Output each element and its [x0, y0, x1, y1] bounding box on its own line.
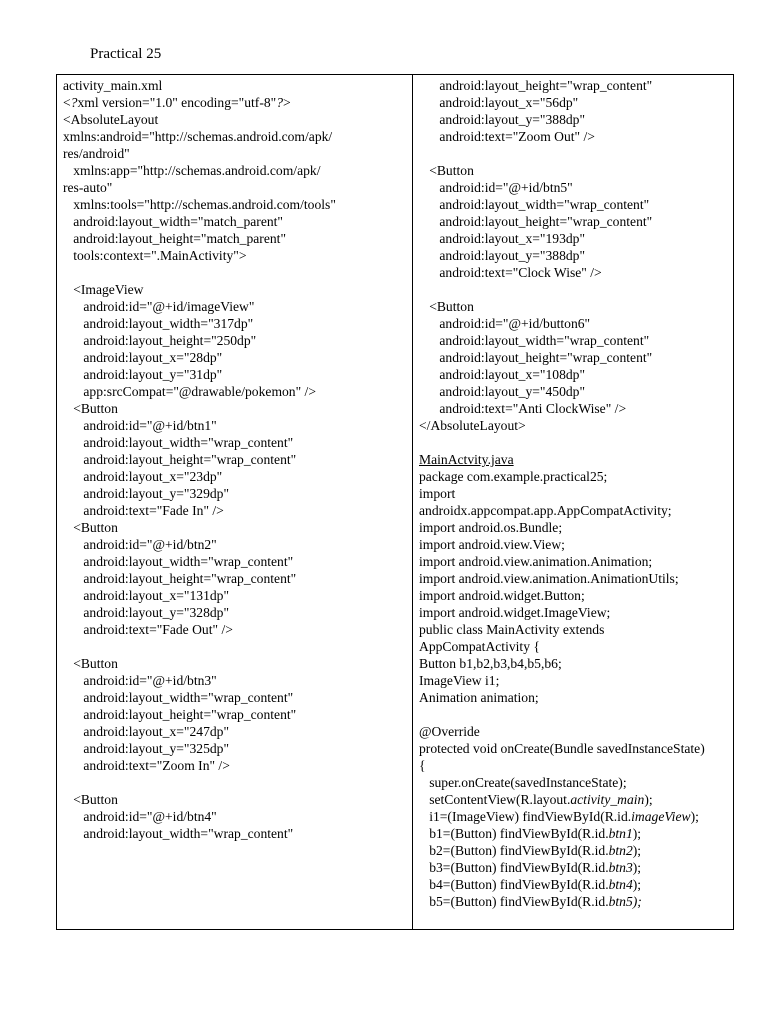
code-line [63, 706, 412, 723]
code-text: b3=(Button) findViewById(R.id. [419, 860, 609, 875]
code-line [63, 128, 412, 145]
code-line [419, 230, 733, 247]
code-text: public class MainActivity extends [419, 622, 605, 637]
code-text: android:layout_width="wrap_content" [63, 826, 294, 841]
code-text: android:layout_x="247dp" [63, 724, 230, 739]
code-text: </AbsoluteLayout> [419, 418, 526, 433]
code-line [419, 145, 733, 162]
code-text: app:srcCompat="@drawable/pokemon" /> [63, 384, 316, 399]
code-text: android:layout_width="match_parent" [63, 214, 283, 229]
code-text: android:id="@+id/btn1" [63, 418, 217, 433]
code-line [63, 281, 412, 298]
code-line [419, 723, 733, 740]
code-text: btn1 [608, 826, 633, 841]
code-line [419, 740, 733, 757]
code-text: import android.view.View; [419, 537, 565, 552]
code-text: android:id="@+id/btn2" [63, 537, 217, 552]
code-line [419, 434, 733, 451]
code-text: android:layout_y="388dp" [419, 112, 586, 127]
code-text: > [283, 95, 291, 110]
code-text: android:layout_height="wrap_content" [419, 78, 653, 93]
code-line [419, 400, 733, 417]
code-text: btn2 [608, 843, 633, 858]
code-text: <Button [63, 656, 118, 671]
code-text: ); [632, 860, 642, 875]
code-line [63, 740, 412, 757]
code-text: android:layout_width="wrap_content" [63, 554, 294, 569]
code-line [419, 825, 733, 842]
code-line [419, 672, 733, 689]
code-text: android:text="Clock Wise" /> [419, 265, 602, 280]
code-line [63, 179, 412, 196]
code-text: activity_main.xml [63, 78, 163, 93]
code-text: android:layout_y="388dp" [419, 248, 586, 263]
code-line [419, 264, 733, 281]
code-line [419, 332, 733, 349]
xml-code-column [57, 75, 413, 929]
code-text: package com.example.practical25; [419, 469, 608, 484]
code-line [419, 553, 733, 570]
code-text: android:layout_width="wrap_content" [63, 690, 294, 705]
code-line [63, 77, 412, 94]
code-text: android:layout_y="329dp" [63, 486, 230, 501]
code-line [63, 298, 412, 315]
code-text: Animation animation; [419, 690, 539, 705]
code-text: android:layout_height="wrap_content" [63, 707, 297, 722]
code-line [63, 111, 412, 128]
code-text: <Button [419, 299, 474, 314]
code-line [63, 264, 412, 281]
code-text: <Button [63, 520, 118, 535]
code-line [419, 162, 733, 179]
code-text: android:id="@+id/btn4" [63, 809, 217, 824]
code-line [419, 706, 733, 723]
code-text: activity_main [570, 792, 645, 807]
code-line [419, 638, 733, 655]
code-text: b1=(Button) findViewById(R.id. [419, 826, 609, 841]
code-line [419, 587, 733, 604]
code-line [419, 536, 733, 553]
code-text: ); [632, 843, 642, 858]
code-text: android:layout_x="193dp" [419, 231, 586, 246]
code-text: android:layout_x="56dp" [419, 95, 579, 110]
code-text: android:layout_height="match_parent" [63, 231, 286, 246]
code-line [419, 570, 733, 587]
code-line [63, 196, 412, 213]
code-text: imageView [631, 809, 691, 824]
code-text: android:layout_height="wrap_content" [419, 350, 653, 365]
code-table [56, 74, 734, 930]
code-text: ); [632, 826, 642, 841]
code-text: ); [690, 809, 699, 824]
code-line [63, 247, 412, 264]
code-text: android:layout_x="28dp" [63, 350, 223, 365]
code-text: ? [70, 95, 78, 110]
code-line [63, 621, 412, 638]
code-text: xml version="1.0" encoding="utf-8" [77, 95, 277, 110]
code-line [419, 502, 733, 519]
code-line [63, 587, 412, 604]
code-line [419, 842, 733, 859]
code-line [63, 468, 412, 485]
code-text: android:layout_x="131dp" [63, 588, 230, 603]
code-line [63, 145, 412, 162]
code-text: setContentView(R.layout. [419, 792, 571, 807]
code-text: android:layout_y="328dp" [63, 605, 230, 620]
code-text: android:layout_y="31dp" [63, 367, 223, 382]
code-text: ); [644, 792, 653, 807]
code-text: import android.widget.Button; [419, 588, 585, 603]
code-text: android:id="@+id/button6" [419, 316, 591, 331]
code-text: protected void onCreate(Bundle savedInstanceState) [419, 741, 705, 756]
code-line [63, 230, 412, 247]
code-line [419, 485, 733, 502]
java-code-column [413, 75, 733, 929]
code-text: ImageView i1; [419, 673, 500, 688]
code-text: <Button [419, 163, 474, 178]
code-text: super.onCreate(savedInstanceState); [419, 775, 627, 790]
code-text: b2=(Button) findViewById(R.id. [419, 843, 609, 858]
code-text: androidx.appcompat.app.AppCompatActivity; [419, 503, 672, 518]
code-text: android:text="Anti ClockWise" /> [419, 401, 627, 416]
code-text: import android.widget.ImageView; [419, 605, 611, 620]
code-text: xmlns:app="http://schemas.android.com/apk/ [63, 163, 321, 178]
code-text: android:layout_y="325dp" [63, 741, 230, 756]
code-line [63, 366, 412, 383]
code-text: import [419, 486, 456, 501]
code-text: ? [276, 95, 284, 110]
code-line [63, 315, 412, 332]
code-line [63, 808, 412, 825]
code-line [63, 519, 412, 536]
code-text: b5=(Button) findViewById(R.id. [419, 894, 609, 909]
code-line [63, 451, 412, 468]
code-text: android:id="@+id/btn3" [63, 673, 217, 688]
code-text: android:layout_height="wrap_content" [419, 214, 653, 229]
code-line [419, 468, 733, 485]
code-text: AppCompatActivity { [419, 639, 540, 654]
code-line [63, 502, 412, 519]
code-line [419, 757, 733, 774]
code-line [63, 774, 412, 791]
code-line [419, 893, 733, 910]
code-line [419, 621, 733, 638]
code-text: <Button [63, 401, 118, 416]
code-line [419, 281, 733, 298]
code-text: android:layout_y="450dp" [419, 384, 586, 399]
code-text: btn5); [608, 894, 642, 909]
code-line [63, 655, 412, 672]
code-text: tools:context=".MainActivity"> [63, 248, 247, 263]
code-line [419, 298, 733, 315]
code-text: b4=(Button) findViewById(R.id. [419, 877, 609, 892]
code-line [63, 434, 412, 451]
section-heading: MainActvity.java [419, 452, 514, 467]
code-line [63, 791, 412, 808]
code-line [419, 366, 733, 383]
code-line [63, 162, 412, 179]
code-line [63, 485, 412, 502]
code-line [419, 315, 733, 332]
code-line [63, 723, 412, 740]
code-line [419, 774, 733, 791]
code-text: android:layout_x="108dp" [419, 367, 586, 382]
code-text: <Button [63, 792, 118, 807]
code-text: android:text="Fade In" /> [63, 503, 224, 518]
code-line [419, 859, 733, 876]
code-line [419, 791, 733, 808]
code-line [419, 196, 733, 213]
code-text: android:layout_height="250dp" [63, 333, 257, 348]
code-line [419, 604, 733, 621]
code-text: btn3 [608, 860, 633, 875]
code-text: import android.view.animation.Animation; [419, 554, 653, 569]
page-title: Practical 25 [90, 46, 162, 62]
code-line [419, 349, 733, 366]
code-line [63, 553, 412, 570]
code-line [63, 638, 412, 655]
code-line [419, 111, 733, 128]
code-line [63, 417, 412, 434]
code-text: android:id="@+id/imageView" [63, 299, 255, 314]
code-text: android:text="Fade Out" /> [63, 622, 233, 637]
code-line [419, 383, 733, 400]
code-text: Button b1,b2,b3,b4,b5,b6; [419, 656, 562, 671]
code-text: res/android" [63, 146, 130, 161]
code-line [63, 332, 412, 349]
code-text: res-auto" [63, 180, 113, 195]
code-line [419, 179, 733, 196]
code-line [63, 604, 412, 621]
code-text: btn4 [608, 877, 633, 892]
code-text: xmlns:android="http://schemas.android.com/apk/ [63, 129, 333, 144]
code-line [63, 570, 412, 587]
code-line [419, 247, 733, 264]
code-line [63, 536, 412, 553]
code-line [63, 349, 412, 366]
code-text: { [419, 758, 426, 773]
code-text: <AbsoluteLayout [63, 112, 159, 127]
code-text: android:text="Zoom In" /> [63, 758, 230, 773]
code-line [63, 94, 412, 111]
code-text: android:layout_width="wrap_content" [419, 333, 650, 348]
code-text: android:id="@+id/btn5" [419, 180, 573, 195]
code-line [63, 757, 412, 774]
code-text: android:layout_height="wrap_content" [63, 571, 297, 586]
code-line [419, 451, 733, 468]
code-line [419, 876, 733, 893]
code-line [419, 655, 733, 672]
code-text: ); [632, 877, 642, 892]
code-text: i1=(ImageView) findViewById(R.id. [419, 809, 632, 824]
code-line [419, 128, 733, 145]
code-text: android:layout_x="23dp" [63, 469, 223, 484]
code-text: @Override [419, 724, 480, 739]
code-text: android:layout_height="wrap_content" [63, 452, 297, 467]
code-line [63, 672, 412, 689]
code-line [419, 94, 733, 111]
code-text: android:text="Zoom Out" /> [419, 129, 595, 144]
code-text: < [63, 95, 71, 110]
code-line [63, 383, 412, 400]
code-text: xmlns:tools="http://schemas.android.com/tools" [63, 197, 336, 212]
code-text: android:layout_width="317dp" [63, 316, 254, 331]
code-line [63, 825, 412, 842]
code-line [63, 400, 412, 417]
code-line [419, 77, 733, 94]
code-line [419, 808, 733, 825]
code-line [63, 213, 412, 230]
code-text: import android.os.Bundle; [419, 520, 563, 535]
code-line [419, 689, 733, 706]
code-line [419, 213, 733, 230]
code-text: android:layout_width="wrap_content" [419, 197, 650, 212]
code-text: import android.view.animation.AnimationUtils; [419, 571, 679, 586]
code-line [419, 519, 733, 536]
code-text: android:layout_width="wrap_content" [63, 435, 294, 450]
code-text: <ImageView [63, 282, 144, 297]
code-line [63, 689, 412, 706]
code-line [419, 417, 733, 434]
